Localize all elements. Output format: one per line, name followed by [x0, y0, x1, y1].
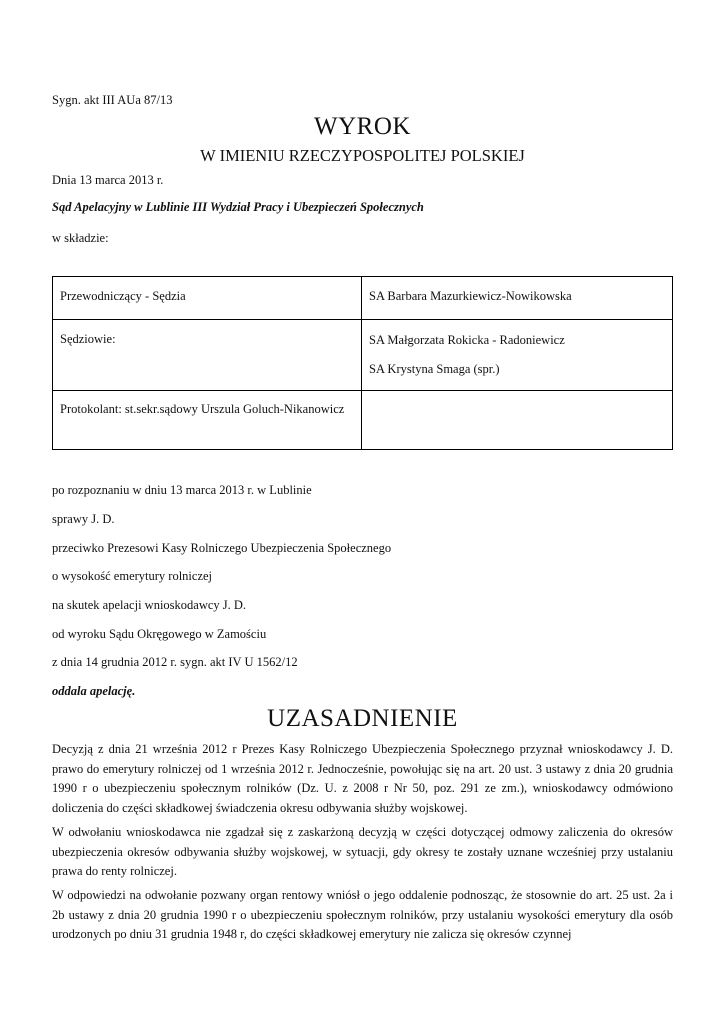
clerk-info: Protokolant: st.sekr.sądowy Urszula Goluch-Nikanowicz	[60, 402, 345, 416]
proceedings-line: z dnia 14 grudnia 2012 r. sygn. akt IV U 1562/12	[52, 655, 298, 669]
justification-paragraph: W odwołaniu wnioskodawca nie zgadzał się z zaskarżoną decyzją w części dotyczącej odmowy zaliczenia do okresów ubezpieczenia okresów odbywania służby wojskowej, w sytuacji, gdy okresy te zostały uznane wcześniej przy ustalaniu prawa do renty rolniczej.	[52, 825, 673, 878]
table-cell	[53, 277, 362, 320]
verdict: oddala apelację.	[52, 684, 136, 698]
presiding-judge-name: SA Barbara Mazurkiewicz-Nowikowska	[369, 289, 572, 303]
justification-heading: UZASADNIENIE	[267, 705, 458, 732]
court-panel-table	[52, 276, 673, 450]
proceedings-line: sprawy J. D.	[52, 512, 115, 526]
table-row	[53, 320, 673, 391]
proceedings-line: po rozpoznaniu w dniu 13 marca 2013 r. w Lublinie	[52, 483, 312, 497]
judge-name: SA Małgorzata Rokicka - Radoniewicz	[369, 333, 565, 347]
judgment-date: Dnia 13 marca 2013 r.	[52, 173, 164, 187]
table-cell	[53, 320, 362, 391]
judge-name: SA Krystyna Smaga (spr.)	[369, 362, 500, 376]
table-row	[53, 277, 673, 320]
proceedings-line: na skutek apelacji wnioskodawcy J. D.	[52, 598, 247, 612]
judges-role: Sędziowie:	[60, 332, 116, 346]
document-title: WYROK	[314, 113, 411, 140]
composition-label: w składzie:	[52, 231, 109, 245]
proceedings-line: od wyroku Sądu Okręgowego w Zamościu	[52, 627, 267, 641]
case-number: Sygn. akt III AUa 87/13	[52, 93, 173, 107]
justification-paragraph: W odpowiedzi na odwołanie pozwany organ rentowy wniósł o jego oddalenie podnosząc, że stosownie do art. 25 ust. 2a i 2b ustawy z dnia 20 grudnia 1990 r o ubezpieczeniu społecznym rolników, przy ustalaniu wysokości emerytury dla osób urodzonych po dniu 31 grudnia 1948 r, do części składkowej emerytury nie zalicza się okresów czynnej	[52, 888, 673, 941]
presiding-role: Przewodniczący - Sędzia	[60, 289, 186, 303]
proceedings-line: o wysokość emerytury rolniczej	[52, 569, 213, 583]
table-row	[53, 391, 673, 450]
proceedings-line: przeciwko Prezesowi Kasy Rolniczego Ubezpieczenia Społecznego	[52, 541, 392, 555]
table-cell	[362, 277, 673, 320]
table-cell	[362, 391, 673, 450]
document-subtitle: W IMIENIU RZECZYPOSPOLITEJ POLSKIEJ	[200, 146, 525, 165]
table-cell	[362, 320, 673, 391]
justification-paragraph: Decyzją z dnia 21 września 2012 r Prezes Kasy Rolniczego Ubezpieczenia Społecznego przyznał wnioskodawcy J. D. prawo do emerytury rolniczej od 1 września 2012 r. Jednocześnie, powołując się na art. 20 ust. 3 ustawy z dnia 20 grudnia 1990 r o ubezpieczeniu społecznym rolników (Dz. U. z 2008 r Nr 50, poz. 291 ze zm.), wnioskodawcy odmówiono doliczenia do części składkowej świadczenia okresu odbywania służby wojskowej.	[52, 742, 673, 815]
table-cell	[53, 391, 362, 450]
court-name: Sąd Apelacyjny w Lublinie III Wydział Pracy i Ubezpieczeń Społecznych	[52, 200, 424, 214]
